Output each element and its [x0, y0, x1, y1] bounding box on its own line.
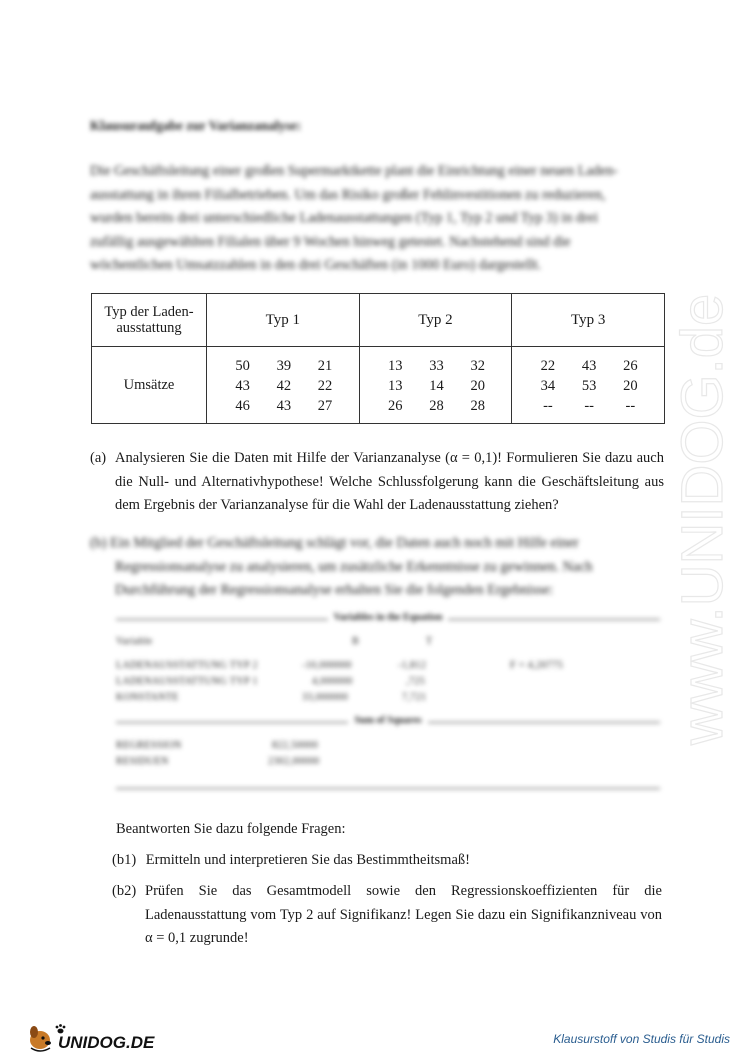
- sales-table: [91, 293, 665, 424]
- type1-values: [207, 347, 360, 424]
- intro-line: wurden bereits drei unterschiedliche Ladenausstattungen (Typ 1, Typ 2 und Typ 3) in drei: [90, 210, 598, 227]
- question-a: [90, 447, 664, 518]
- reg-t: -1,812: [398, 660, 427, 671]
- logo-graphic: [26, 1022, 156, 1054]
- value-cell: 43: [276, 397, 292, 414]
- reg-var-name: LADENAUSSTATTUNG TYP 2: [116, 660, 258, 671]
- type-header: Typ 1: [207, 294, 360, 347]
- value-cell: 20: [470, 377, 485, 394]
- value-cell: 22: [540, 357, 556, 374]
- value-cell: 39: [276, 357, 292, 374]
- reg-b: 4,000000: [312, 676, 353, 687]
- ss-name: RESIDUEN: [116, 756, 169, 767]
- value-cell: 13: [388, 357, 403, 374]
- col-b: B: [352, 636, 360, 647]
- intro-line: wöchentlichen Umsatzzahlen in den drei Geschäften (in 1000 Euro) dargestellt.: [90, 257, 542, 274]
- value-cell: 53: [581, 377, 597, 394]
- value-cell: 21: [317, 357, 333, 374]
- reg-b: 33,000000: [302, 692, 349, 703]
- regression-title: Variables in the Equation: [116, 612, 660, 623]
- value-cell: 28: [429, 397, 444, 414]
- value-cell: 43: [581, 357, 597, 374]
- sum-of-squares-title: Sum of Squares: [116, 715, 660, 726]
- value-cell: 22: [317, 377, 333, 394]
- value-cell: --: [543, 397, 553, 414]
- question-b-line: Durchführung der Regressionsanalyse erhalten Sie die folgenden Ergebnisse:: [115, 582, 554, 599]
- type2-values: [359, 347, 512, 424]
- value-cell: 26: [388, 397, 403, 414]
- value-cell: 32: [470, 357, 485, 374]
- value-cell: 43: [235, 377, 250, 394]
- table-header-label: Typ der Laden- ausstattung: [92, 294, 207, 347]
- question-b-intro: [90, 532, 664, 603]
- value-cell: 20: [623, 377, 638, 394]
- reg-var-name: LADENAUSSTATTUNG TYP 1: [116, 676, 258, 687]
- row-label: Umsätze: [92, 347, 207, 424]
- question-b2-label: (b2): [112, 883, 137, 899]
- divider: [116, 788, 660, 789]
- col-t: T: [426, 636, 433, 647]
- value-cell: 27: [317, 397, 333, 414]
- value-cell: --: [625, 397, 636, 414]
- reg-var-name: KONSTANTE: [116, 692, 179, 703]
- intro-line: ausstattung in ihren Filialbetrieben. Um das Risiko großer Fehlinvestitionen zu reduzieren,: [90, 186, 606, 203]
- intro-line: zufällig ausgewählten Filialen über 9 Wochen hinweg getestet. Nachstehend sind die: [90, 233, 571, 250]
- value-cell: 50: [235, 357, 250, 374]
- value-cell: 26: [623, 357, 638, 374]
- value-cell: 42: [276, 377, 292, 394]
- type-header: Typ 3: [512, 294, 665, 347]
- question-a-label: (a): [90, 450, 107, 466]
- intro-line: Die Geschäftsleitung einer großen Supermarktkette plant die Einrichtung einer neuen Laden-: [90, 163, 618, 179]
- type3-values: [512, 347, 665, 424]
- reg-t: 7,721: [402, 692, 427, 703]
- ss-value: 2302,00000: [268, 756, 320, 767]
- exercise-heading: Klausuraufgabe zur Varianzanalyse:: [90, 118, 302, 133]
- intro-paragraph: [90, 160, 662, 278]
- question-b2: [112, 880, 662, 951]
- value-cell: 33: [429, 357, 444, 374]
- logo-text: UNIDOG.DE: [58, 1033, 155, 1052]
- paw-icon: [56, 1024, 66, 1033]
- value-cell: 34: [540, 377, 556, 394]
- type-header: Typ 2: [359, 294, 512, 347]
- value-cell: 14: [429, 377, 444, 394]
- value-cell: 28: [470, 397, 485, 414]
- ss-name: REGRESSION: [116, 740, 182, 751]
- question-b-line: (b) Ein Mitglied der Geschäftsleitung schlägt vor, die Daten auch noch mit Hilfe einer: [90, 535, 579, 551]
- value-cell: 13: [388, 377, 403, 394]
- question-b1: [112, 852, 470, 869]
- question-b-line: Regressionsanalyse zu analysieren, um zusätzliche Erkenntnisse zu gewinnen. Nach: [115, 558, 593, 575]
- value-cell: 46: [235, 397, 250, 414]
- ss-value: 822,50000: [272, 740, 319, 751]
- question-b1-text: Ermitteln und interpretieren Sie das Bestimmtheitsmaß!: [145, 852, 470, 868]
- reg-b: -10,000000: [302, 660, 352, 671]
- question-a-text: Analysieren Sie die Daten mit Hilfe der Varianzanalyse (α = 0,1)! Formulieren Sie dazu auch die Null- und Alternativhypothese! Welche Schlussfolgerung kann die Geschäftsleitung aus dem Ergebnis der Varianzanalyse für die Wahl der Ladenausstattung ziehen?: [115, 450, 664, 514]
- watermark: [660, 240, 750, 760]
- question-b1-label: (b1): [112, 852, 137, 868]
- followup-prompt: Beantworten Sie dazu folgende Fragen:: [116, 821, 346, 837]
- value-cell: --: [584, 397, 594, 414]
- question-b2-text: Prüfen Sie das Gesamtmodell sowie den Regressionskoeffizienten für die Ladenausstattung vom Typ 2 auf Signifikanz! Legen Sie dazu ein Signifikanzniveau von α = 0,1 zugrunde!: [145, 883, 662, 947]
- col-variable: Variable: [116, 636, 153, 647]
- f-value: F = 4,20775: [510, 660, 564, 671]
- watermark-text: www.UNIDOG.de: [670, 293, 735, 745]
- unidog-logo: [26, 1022, 156, 1059]
- footer-slogan: Klausurstoff von Studis für Studis: [553, 1032, 730, 1046]
- dog-icon: [30, 1026, 51, 1051]
- reg-t: ,725: [406, 676, 426, 687]
